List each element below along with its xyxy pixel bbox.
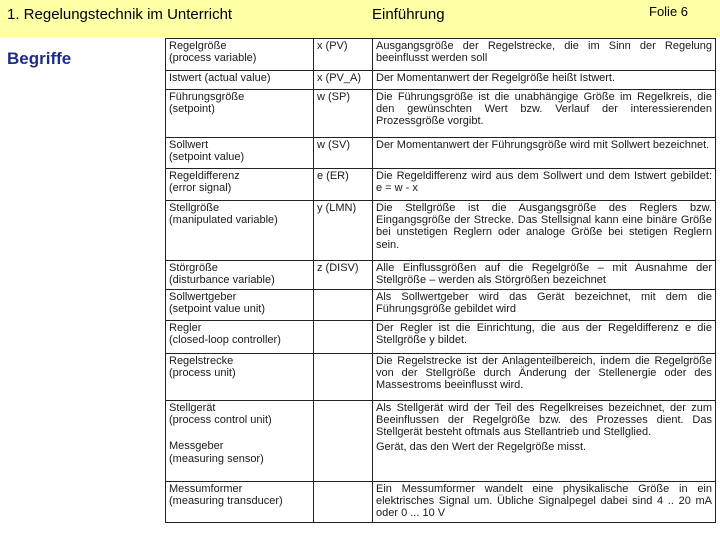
abbr-cell: y (LMN) [314, 201, 373, 261]
table-row [166, 261, 716, 290]
term-cell: Regler (closed-loop controller) [166, 321, 314, 354]
table-row [166, 321, 716, 354]
description-cell: Die Regeldifferenz wird aus dem Sollwert und dem Istwert gebildet: e = w - x [373, 169, 716, 201]
abbr-cell [314, 321, 373, 354]
term-cell: Regelstrecke (process unit) [166, 354, 314, 401]
table-row [166, 39, 716, 71]
page-title: Begriffe [7, 49, 72, 68]
abbr-cell: w (SP) [314, 90, 373, 138]
table-row [166, 482, 716, 523]
term-cell: Stellgröße (manipulated variable) [166, 201, 314, 261]
description-cell: Der Regler ist die Einrichtung, die aus der Regeldifferenz e die Stellgröße y bildet. [373, 321, 716, 354]
abbr-cell: x (PV) [314, 39, 373, 71]
table-row [166, 90, 716, 138]
abbr-cell [314, 290, 373, 321]
abbr-cell: x (PV_A) [314, 71, 373, 90]
slide-header [0, 0, 720, 37]
term-messgeber: Messgeber (measuring sensor) [169, 440, 264, 465]
table-row [166, 201, 716, 261]
table-row [166, 401, 716, 482]
description-cell: Die Regelstrecke ist der Anlagenteilbereich, indem die Regelgröße von der Stellgröße durch Änderung der Stellenergie oder des Massestroms beeinflusst wird. [373, 354, 716, 401]
course-title: 1. Regelungstechnik im Unterricht [7, 6, 233, 23]
abbr-cell: w (SV) [314, 138, 373, 169]
table-row [166, 169, 716, 201]
description-cell: Ein Messumformer wandelt eine physikalische Größe in ein elektrisches Signal um. Übliche Signalpegel dabei sind 4 .. 20 mA oder 0 ... 10 V [373, 482, 716, 523]
term-cell: Führungsgröße (setpoint) [166, 90, 314, 138]
description-cell: Die Stellgröße ist die Ausgangsgröße des Reglers bzw. Eingangsgröße der Strecke. Das Stellsignal kann eine binäre Größe bei unstetigen Reglern oder analoge Größe bei stetigen Reglern sein. [373, 201, 716, 261]
description-cell: Als Sollwertgeber wird das Gerät bezeichnet, mit dem die Führungsgröße gebildet wird [373, 290, 716, 321]
table-row [166, 71, 716, 90]
abbr-cell [314, 401, 373, 482]
abbr-cell: e (ER) [314, 169, 373, 201]
table-row [166, 138, 716, 169]
slide-number: Folie 6 [649, 4, 689, 19]
desc-stellgeraet: Als Stellgerät wird der Teil des Regelkreises bezeichnet, der zum Beeinflussen der Regelgröße bzw. des Prozesses dient. Das Stellgerät besteht oftmals aus Stellantrieb und Stellglied. [376, 402, 712, 439]
description-cell: Alle Einflussgrößen auf die Regelgröße – mit Ausnahme der Stellgröße – werden als Störgrößen bezeichnet [373, 261, 716, 290]
description-cell: Der Momentanwert der Regelgröße heißt Istwert. [373, 71, 716, 90]
term-cell: Sollwert (setpoint value) [166, 138, 314, 169]
table-row [166, 290, 716, 321]
term-cell: Sollwertgeber (setpoint value unit) [166, 290, 314, 321]
term-cell: Regelgröße (process variable) [166, 39, 314, 71]
section-title: Einführung [372, 6, 445, 23]
term-stellgeraet: Stellgerät (process control unit) [169, 402, 272, 427]
table-row [166, 354, 716, 401]
term-cell: Regeldifferenz (error signal) [166, 169, 314, 201]
term-cell: Messumformer (measuring transducer) [166, 482, 314, 523]
term-cell: Istwert (actual value) [166, 71, 314, 90]
term-cell: Störgröße (disturbance variable) [166, 261, 314, 290]
terms-table [165, 38, 716, 523]
description-cell: Ausgangsgröße der Regelstrecke, die im Sinn der Regelung beeinflusst werden soll [373, 39, 716, 71]
description-cell [373, 401, 716, 482]
abbr-cell [314, 354, 373, 401]
description-cell: Der Momentanwert der Führungsgröße wird mit Sollwert bezeichnet. [373, 138, 716, 169]
abbr-cell: z (DISV) [314, 261, 373, 290]
desc-messgeber: Gerät, das den Wert der Regelgröße misst. [376, 440, 587, 453]
abbr-cell [314, 482, 373, 523]
term-cell [166, 401, 314, 482]
description-cell: Die Führungsgröße ist die unabhängige Größe im Regelkreis, die den gewünschten Wert bzw. Verlauf der interessierenden Prozessgröße vorgibt. [373, 90, 716, 138]
